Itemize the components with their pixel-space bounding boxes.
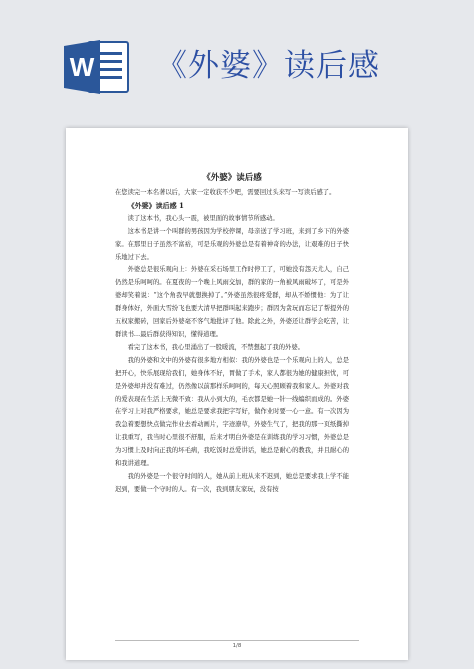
section-heading: 《外婆》读后感 1	[127, 200, 184, 210]
document-body	[115, 171, 349, 497]
paragraph-1: 读了这本书，我心头一震，被里面的故事情节所感动。	[127, 214, 279, 222]
document-page	[66, 128, 408, 660]
document-title: 《外婆》读后感	[156, 48, 380, 84]
intro-paragraph: 在您读完一本名著以后，大家一定收获不少吧，需要回过头来写一写读后感了。	[115, 189, 336, 196]
word-logo-letter: W	[69, 52, 95, 82]
page-heading: 《外婆》读后感	[202, 173, 262, 183]
footer-divider	[115, 640, 359, 641]
banner-header	[0, 0, 474, 118]
paragraph-3: 外婆总是很乐观向上：外婆在采石场里工作时停工了，可她没有怨天尤人，自己仍然是乐呵呵的。在夏夜的一个晚上风雨交加，群的家的一角被风雨破坏了，可是外婆却笑着说：“这个角我早就想换掉了。”外婆虽然很疼爱群，却从不娇惯他：为了让群身体好，外面大雪纷飞也要大清早把群叫起来跑步；群因为贪玩而忘记了帮提外的五权家搬砖，回家后外婆毫不客气地批评了他。除此之外，外婆还让群学会吃苦，让群读书…最后群获得知识，懂得道理。	[115, 266, 349, 338]
paragraph-4: 看完了这本书，我心里涌出了一股暖流，不禁想起了我的外婆。	[127, 343, 304, 351]
word-document-icon	[64, 38, 130, 96]
paragraph-2: 这本书是讲一个叫群的男孩因为学校停课，母亲送了学习班，来到了乡下的外婆家。在那里日子虽然不富裕，可是乐观的外婆总是有着神奇的办法，让艰难的日子快乐地过下去。	[115, 227, 349, 261]
paragraph-6: 我的外婆是一个很守时间的人，她从前上班从来不迟到，她总是要求我上学不能迟到，要做一个守时的人。有一次，我到朋友家玩，没有按	[115, 472, 349, 493]
paragraph-5: 我的外婆和文中的外婆有很多地方相似：我的外婆也是一个乐观向上的人，总是把开心，快乐展现给我们，她身体不好，胃做了手术，家人都很为她的健康担忧，可是外婆却并没有难过，仍然像以前那样乐呵呵的，每天心照顾着我和家人。外婆对我的爱表现在生活上无微不致：我从小到大的，毛衣都是她一针一线编织而成的。外婆在学习上对我严格要求，她总是要求我把字写好，做作业时要一心一意。有一次因为我急着要想快点做完作业去看动画片，字迹潦草，外婆生气了，把我的那一页纸撕掉让我重写，我当时心里很不舒服，后来才明白外婆是在训练我的学习习惯，外婆总是为习惯上及时向正我的坏毛病，我吃饭时总爱讲话，她总是耐心的教我，并且耐心的和我讲道理。	[115, 356, 349, 468]
page-number: 1/8	[232, 643, 242, 649]
